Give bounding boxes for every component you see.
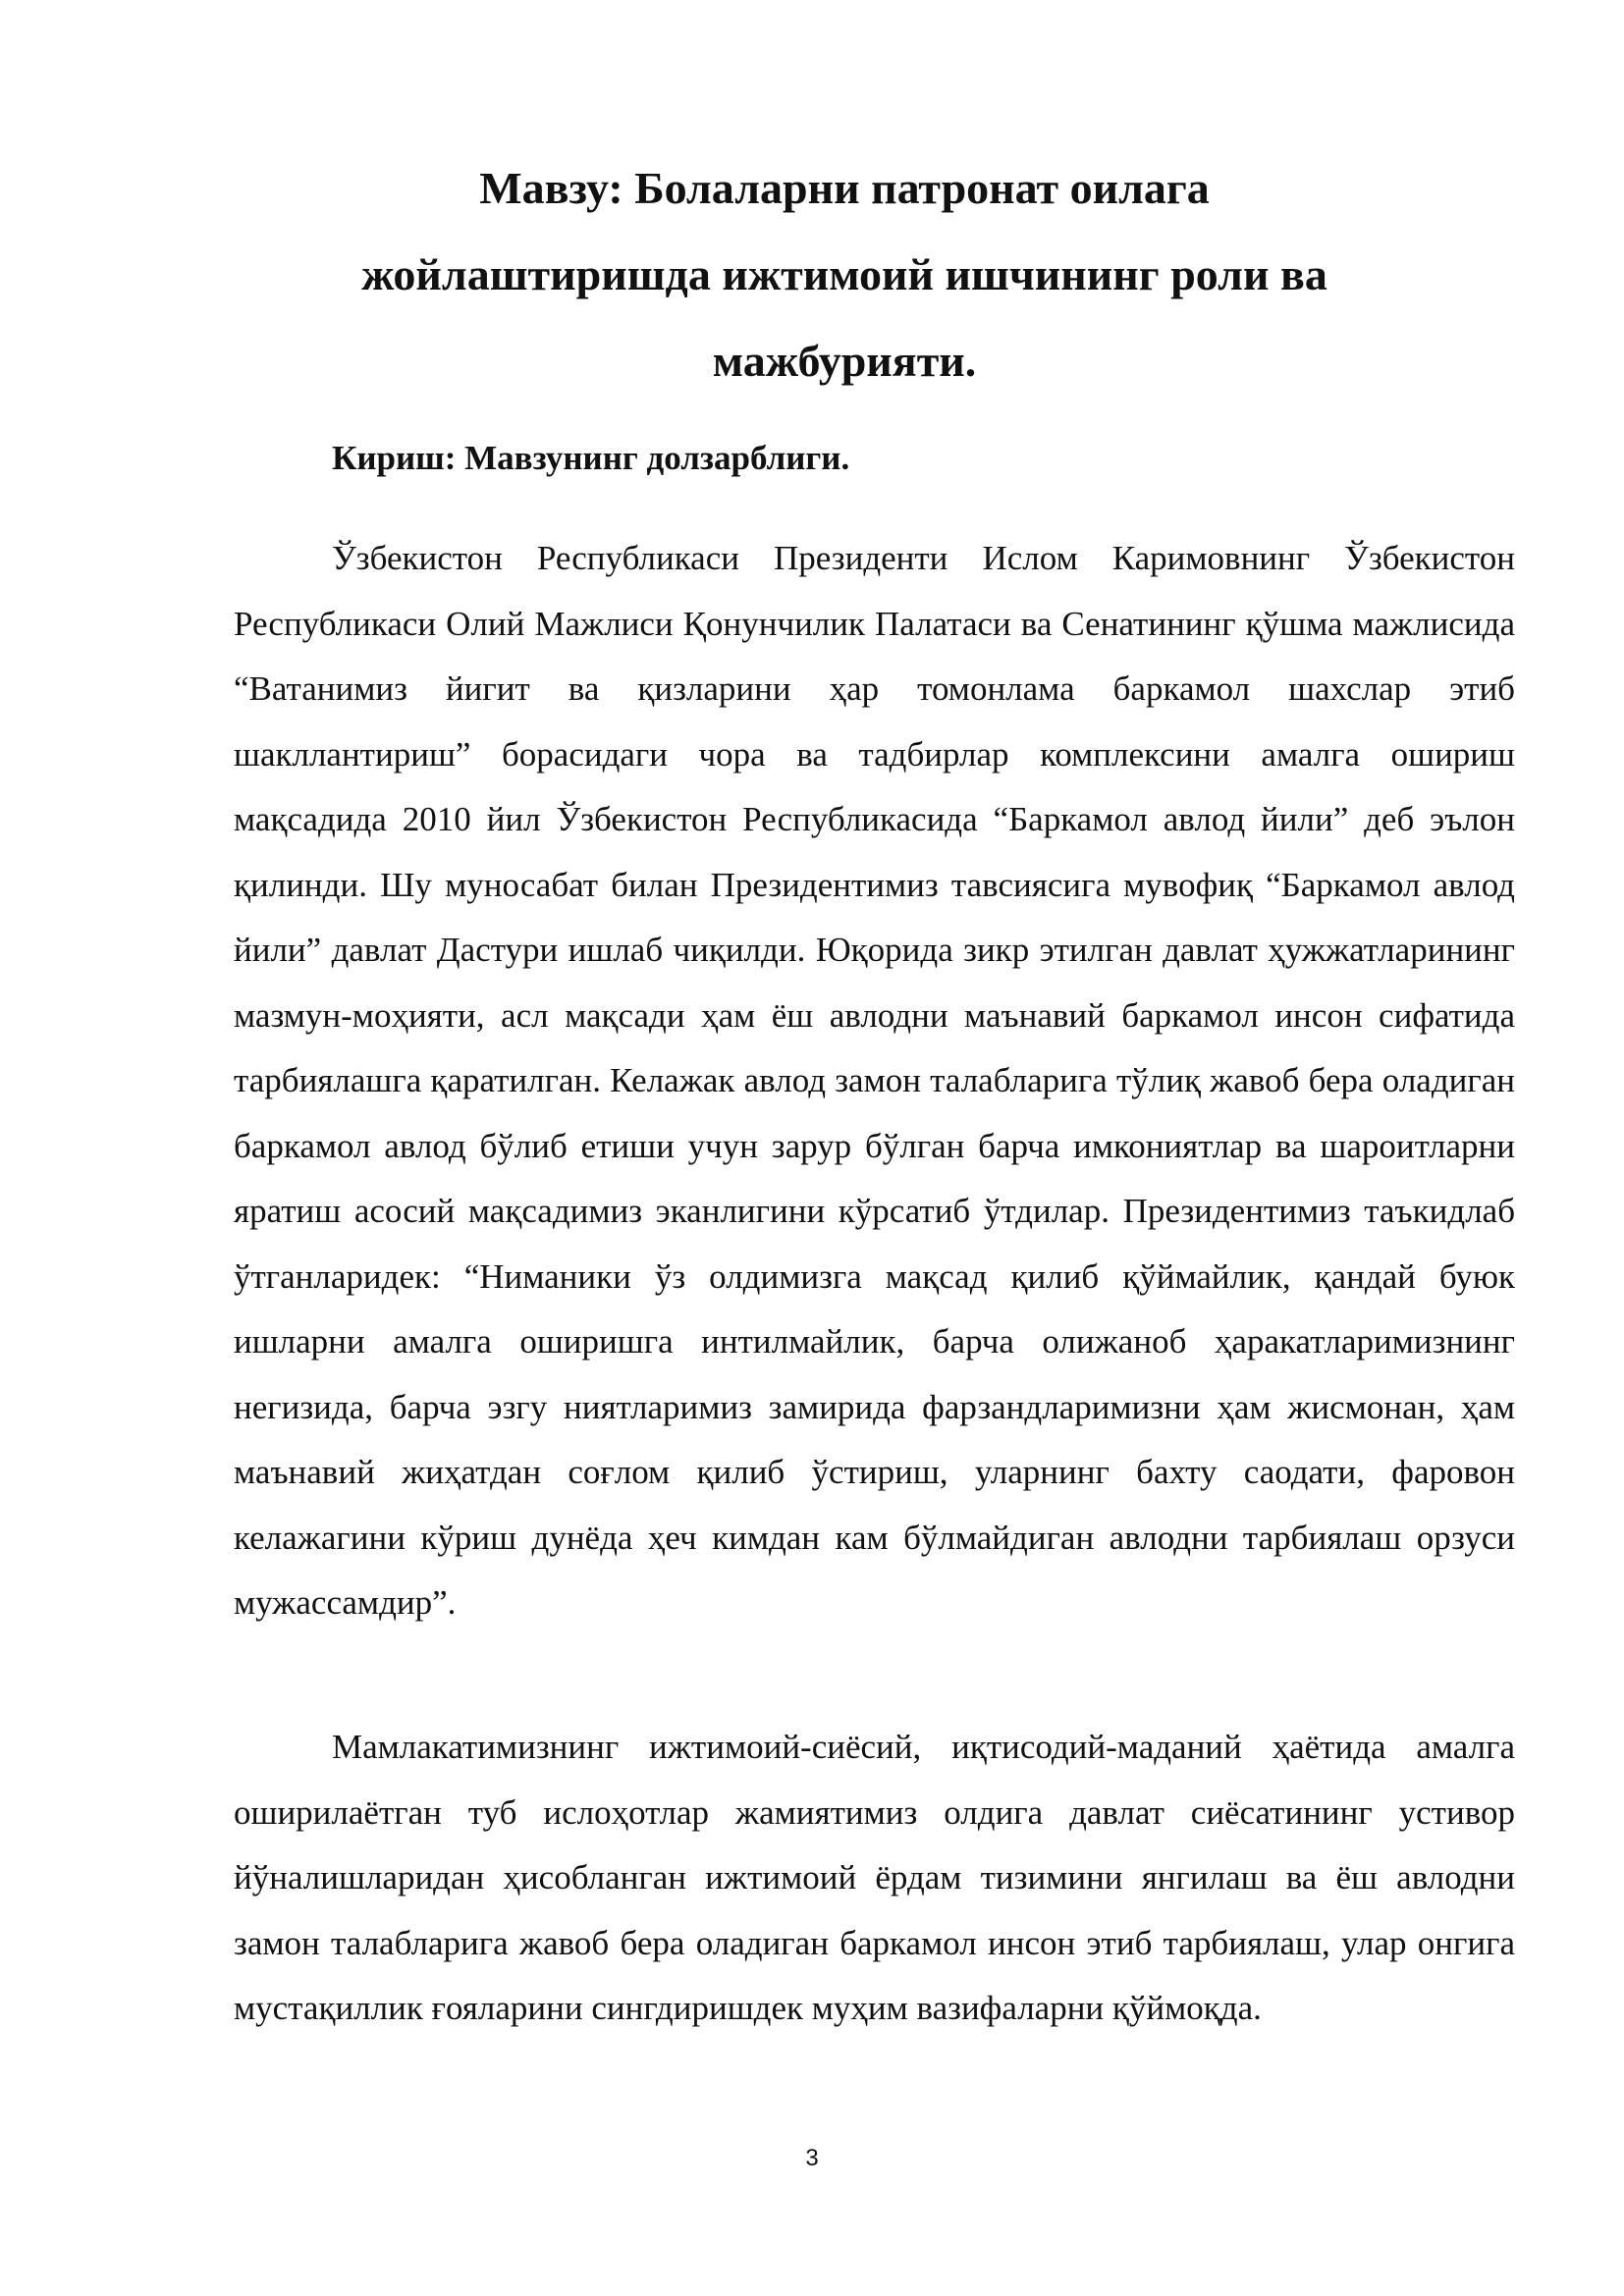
document-title xyxy=(314,145,1375,404)
section-heading: Кириш: Мавзунинг долзарблиги. xyxy=(332,439,850,477)
title-line: Мавзу: Болаларни патронат оилага xyxy=(479,163,1210,213)
body-paragraph: Ўзбекистон Республикаси Президенти Ислом Каримовнинг Ўзбекистон Республикаси Олий Мажлиси Қонунчилик Палатаси ва Сенатининг қўшма мажлисида “Ватанимиз йигит ва қизларини ҳар томонлама баркамол шахслар этиб шакллантириш” борасидаги чора ва тадбирлар комплексини амалга ошириш мақсадида 2010 йил Ўзбекистон Республикасида “Баркамол авлод йили” деб эълон қилинди. Шу муносабат билан Президентимиз тавсиясига мувофиқ “Баркамол авлод йили” давлат Дастури ишлаб чиқилди. Юқорида зикр этилган давлат ҳужжатларининг мазмун-моҳияти, асл мақсади ҳам ёш авлодни маънавий баркамол инсон сифатида тарбиялашга қаратилган. Келажак авлод замон талабларига тўлиқ жавоб бера оладиган баркамол авлод бўлиб етиши учун зарур бўлган барча имкониятлар ва шароитларни яратиш асосий мақсадимиз эканлигини кўрсатиб ўтдилар. Президентимиз таъкидлаб ўтганларидек: “Ниманики ўз олдимизга мақсад қилиб қўймайлик, қандай буюк ишларни амалга оширишга интилмайлик, барча олижаноб ҳаракатларимизнинг негизида, барча эзгу ниятларимиз замирида фарзандларимизни ҳам жисмонан, ҳам маънавий жиҳатдан соғлом қилиб ўстириш, уларнинг бахту саодати, фаровон келажагини кўриш дунёда ҳеч кимдан кам бўлмайдиган авлодни тарбиялаш орзуси мужассамдир”. xyxy=(234,539,1515,1622)
title-line: жойлаштиришда ижтимоий ишчининг роли ва xyxy=(361,249,1327,299)
page-number: 3 xyxy=(805,2145,819,2171)
body-paragraph: Мамлакатимизнинг ижтимоий-сиёсий, иқтисодий-маданий ҳаётида амалга оширилаётган туб ислоҳотлар жамиятимиз олдига давлат сиёсатининг устивор йўналишларидан ҳисобланган ижтимоий ёрдам тизимини янгилаш ва ёш авлодни замон талабларига жавоб бера оладиган баркамол инсон этиб тарбиялаш, улар онгига мустақиллик ғояларини сингдиришдек муҳим вазифаларни қўймоқда. xyxy=(234,1728,1515,2027)
title-line: мажбурияти. xyxy=(712,336,977,386)
